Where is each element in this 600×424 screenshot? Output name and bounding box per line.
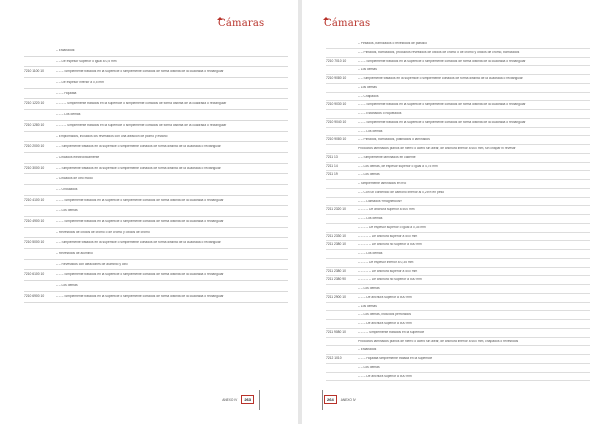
table-row <box>326 206 590 215</box>
tariff-code: 7211 2320 10 <box>326 207 346 212</box>
table-row <box>326 215 590 224</box>
tariff-code: 7210 9040 10 <box>326 119 347 124</box>
tariff-description: – – Ondulados <box>56 187 78 191</box>
tariff-description: – – – – Simplemente tratados en la superficie o simplemente cortados de forma distinta de la cuadrada o rectangular <box>56 102 227 106</box>
table-row <box>326 224 590 233</box>
tariff-code: 7210 6100 10 <box>24 272 45 277</box>
tariff-description: – – – Hojalata simplemente tratada en la superficie <box>358 357 433 361</box>
tariff-description: – – – – – De anchura no superior a 500 mm <box>358 278 422 282</box>
tariff-description: – – – – De espesor inferior a 0,35 mm <box>358 260 414 264</box>
tariff-description: – – Los demás <box>358 173 380 177</box>
table-row <box>326 128 590 137</box>
table-row <box>326 303 590 312</box>
tariff-description: – – – – De anchura superior a 500 mm <box>358 208 415 212</box>
tariff-description: – – – De anchura superior a 500 mm <box>358 295 412 299</box>
left-page <box>0 0 298 424</box>
table-row <box>326 40 590 49</box>
table-row <box>24 99 288 110</box>
logo-accent-icon <box>217 17 223 20</box>
table-row <box>24 238 288 249</box>
table-row <box>24 174 288 185</box>
tariff-description: – – – Llamados «magnéticos» <box>358 199 402 203</box>
table-row <box>326 58 590 67</box>
table-row <box>24 57 288 68</box>
table-row <box>326 233 590 242</box>
tariff-description: – – – – De espesor superior o igual a 0,35 mm <box>358 225 426 229</box>
tariff-description: – – Los demás, de espesor superior o igual a 4,75 mm <box>358 164 438 168</box>
page-divider <box>259 390 260 410</box>
tariff-description: – – – Los demás <box>358 217 383 221</box>
tariff-description: – Pintados, barnizados o revestidos de plástico <box>358 42 427 46</box>
table-row <box>326 250 590 259</box>
footer-label: ANEXO IV <box>222 397 238 402</box>
table-row <box>24 260 288 271</box>
page-number: 264 <box>324 395 337 404</box>
tariff-code: 7210 9030 10 <box>326 102 347 107</box>
tariff-description: – Simplemente laminados en frío <box>358 182 407 186</box>
tariff-description: – – – – – De anchura no superior a 500 mm <box>358 243 422 247</box>
right-page-table <box>326 40 590 381</box>
table-row <box>24 196 288 207</box>
tariff-description: – – – Hojalata <box>56 91 77 95</box>
tariff-description: – – – Los demás <box>358 252 383 256</box>
tariff-description: – – Simplemente tratados en la superficie o simplemente cortados de forma distinta de la cuadrada o rectangular <box>56 166 221 170</box>
tariff-description: – Los demás <box>358 85 377 89</box>
tariff-description: – – Chapados <box>358 94 379 98</box>
table-row <box>326 163 590 172</box>
tariff-description: – – Pintados, barnizados, productos revestidos de óxidos de cromo o de cromo y óxidos de cromo, barnizados <box>358 50 520 54</box>
tariff-code: 7210 2000 10 <box>24 144 45 149</box>
tariff-code: 7211 19 <box>326 172 338 177</box>
table-row <box>326 198 590 207</box>
table-row <box>326 329 590 338</box>
table-row <box>326 84 590 93</box>
table-row <box>24 142 288 153</box>
table-row <box>24 217 288 228</box>
tariff-description: – Revestidos de óxidos de cromo o de cromo y óxidos de cromo <box>56 230 150 234</box>
tariff-description: – Estañados: <box>56 49 76 53</box>
tariff-description: – – Revestidos con aleaciones de aluminio y cinc <box>56 262 128 266</box>
table-row <box>326 101 590 110</box>
table-row <box>24 46 288 57</box>
tariff-code: 7211 2380 10 <box>326 242 346 247</box>
tariff-description: – – Con un contenido de carbono inferior al 0,25% en peso <box>358 190 445 194</box>
table-row <box>326 338 590 347</box>
tariff-description: – – – – Simplemente tratados en la superficie <box>358 330 425 334</box>
table-row <box>326 259 590 268</box>
tariff-code: 7211 2380 90 <box>326 277 346 282</box>
tariff-description: – – – Simplemente tratados en la superficie o simplemente cortados de forma distinta de la cuadrada o rectangular <box>358 59 526 63</box>
table-row <box>24 89 288 100</box>
table-row <box>24 270 288 281</box>
tariff-description: – Revestidos de aluminio <box>56 252 93 256</box>
tariff-description: – Emplomados, incluidos los revestidos con una aleación de plomo y estaño <box>56 134 168 138</box>
brand-logo <box>218 18 264 29</box>
table-row <box>326 285 590 294</box>
tariff-description: – – – Simplemente tratados en la superficie o simplemente cortados de forma distinta de la cuadrada o rectangular <box>56 198 224 202</box>
tariff-code: 7210 4900 10 <box>24 219 45 224</box>
table-row <box>326 66 590 75</box>
table-row <box>326 154 590 163</box>
brand-logo <box>324 18 370 29</box>
tariff-description: – – Simplemente laminados en caliente <box>358 155 416 159</box>
table-row <box>326 119 590 128</box>
tariff-code: 7210 7010 10 <box>326 58 347 63</box>
brand-name: Cámaras <box>218 18 265 29</box>
tariff-code: 7210 6900 10 <box>24 293 45 298</box>
tariff-code: 7210 5000 10 <box>24 240 45 245</box>
table-row <box>24 206 288 217</box>
tariff-description: – Los demás <box>358 304 377 308</box>
tariff-description: – Cincados electrolíticamente <box>56 155 100 159</box>
table-row <box>326 294 590 303</box>
table-row <box>326 346 590 355</box>
table-row <box>24 228 288 239</box>
table-row <box>24 110 288 121</box>
tariff-description: – – – Estañados o niquelados <box>358 112 402 116</box>
tariff-description: – – Pintados, barnizados, platinados o laminados <box>358 138 430 142</box>
tariff-code: 7210 1100 10 <box>24 69 44 74</box>
tariff-description: – – Los demás <box>56 209 78 213</box>
brand-name: Cámaras <box>324 18 371 29</box>
tariff-description: – – – – Simplemente tratados en la superficie o simplemente cortados de forma distinta de la cuadrada o rectangular <box>56 123 227 127</box>
tariff-description: – – – De anchura superior a 500 mm <box>358 322 412 326</box>
table-row <box>326 136 590 145</box>
tariff-description: – – – – – De anchura superior a 500 mm <box>358 234 418 238</box>
tariff-description: – – – Simplemente tratados en la superficie o simplemente cortados de forma distinta de la cuadrada o rectangular <box>358 103 526 107</box>
table-row <box>326 373 590 382</box>
tariff-description: – – Los demás, incluidos perforados <box>358 313 411 317</box>
tariff-description: – – Simplemente tratados en la superficie o simplemente cortados de forma distinta de la cuadrada o rectangular <box>358 77 523 81</box>
tariff-description: – – – Simplemente tratados en la superficie o simplemente cortados de forma distinta de la cuadrada o rectangular <box>56 273 224 277</box>
tariff-code: 7211 2900 10 <box>326 294 346 299</box>
table-row <box>326 75 590 84</box>
tariff-description: – – – – – De anchura superior a 500 mm <box>358 269 418 273</box>
table-row <box>326 241 590 250</box>
table-row <box>326 189 590 198</box>
tariff-code: 7211 2330 10 <box>326 233 346 238</box>
tariff-description: – – – Simplemente tratados en la superficie o simplemente cortados de forma distinta de la cuadrada o rectangular <box>56 70 224 74</box>
table-row <box>24 78 288 89</box>
table-row <box>326 320 590 329</box>
table-row <box>326 145 590 154</box>
tariff-code: 7212 1010 <box>326 356 342 361</box>
page-divider <box>322 390 323 410</box>
tariff-code: 7210 1220 10 <box>24 101 45 106</box>
table-row <box>326 171 590 180</box>
table-row <box>24 132 288 143</box>
tariff-description: – – Los demás <box>358 287 380 291</box>
tariff-description: – Cincados de otro modo <box>56 177 93 181</box>
logo-accent-icon <box>323 17 329 20</box>
table-row <box>24 249 288 260</box>
table-row <box>24 121 288 132</box>
table-row <box>326 93 590 102</box>
tariff-code: 7210 9080 10 <box>326 137 347 142</box>
table-row <box>24 292 288 303</box>
page-number: 263 <box>241 395 254 404</box>
tariff-description: – – – De anchura superior a 500 mm <box>358 374 412 378</box>
tariff-description: – – De espesor inferior a 0,5 mm <box>56 81 105 85</box>
tariff-description: – – – Los demás <box>358 129 383 133</box>
right-page <box>302 0 600 424</box>
left-page-table <box>24 46 288 303</box>
tariff-description: – – De espesor superior o igual a 0,5 mm <box>56 59 117 63</box>
table-row <box>326 311 590 320</box>
table-row <box>326 276 590 285</box>
tariff-description: – – Los demás <box>56 284 78 288</box>
table-row <box>326 49 590 58</box>
right-footer <box>324 395 356 404</box>
tariff-code: 7210 1280 10 <box>24 122 45 127</box>
tariff-description: – – – Simplemente tratados en la superficie o simplemente cortados de forma distinta de la cuadrada o rectangular <box>56 220 224 224</box>
tariff-description: – – Los demás <box>358 365 380 369</box>
tariff-description: Productos laminados planos de hierro o acero sin alear, de anchura inferior a 600 mm, sin chapar ni revestir <box>358 147 516 151</box>
table-row <box>326 110 590 119</box>
table-row <box>24 281 288 292</box>
tariff-code: 7210 4100 10 <box>24 197 45 202</box>
table-row <box>24 185 288 196</box>
table-row <box>326 268 590 277</box>
footer-label: ANEXO IV <box>340 397 356 402</box>
tariff-description: – Los demás <box>358 68 377 72</box>
table-row <box>326 364 590 373</box>
tariff-code: 7211 2380 10 <box>326 268 346 273</box>
tariff-description: – Estañados <box>358 348 377 352</box>
tariff-description: – – Simplemente tratados en la superficie o simplemente cortados de forma distinta de la cuadrada o rectangular <box>56 241 221 245</box>
tariff-description: – – – Simplemente tratados en la superficie o simplemente cortados de forma distinta de la cuadrada o rectangular <box>358 120 526 124</box>
tariff-code: 7210 3000 10 <box>24 165 45 170</box>
tariff-code: 7211 13 <box>326 154 338 159</box>
left-footer <box>222 395 254 404</box>
tariff-code: 7210 9080 10 <box>326 76 347 81</box>
table-row <box>326 355 590 364</box>
table-row <box>24 153 288 164</box>
tariff-description: – – – Los demás <box>56 113 81 117</box>
table-row <box>24 164 288 175</box>
tariff-description: – – Simplemente tratados en la superficie o simplemente cortados de forma distinta de la cuadrada o rectangular <box>56 145 221 149</box>
table-row <box>326 180 590 189</box>
tariff-description: – – – Simplemente tratados en la superficie o simplemente cortados de forma distinta de la cuadrada o rectangular <box>56 294 224 298</box>
tariff-code: 7211 14 <box>326 163 338 168</box>
tariff-description: Productos laminados planos de hierro o acero sin alear, de anchura inferior a 600 mm, chapados o revestidos <box>358 339 519 343</box>
tariff-code: 7211 9080 10 <box>326 329 346 334</box>
table-row <box>24 67 288 78</box>
